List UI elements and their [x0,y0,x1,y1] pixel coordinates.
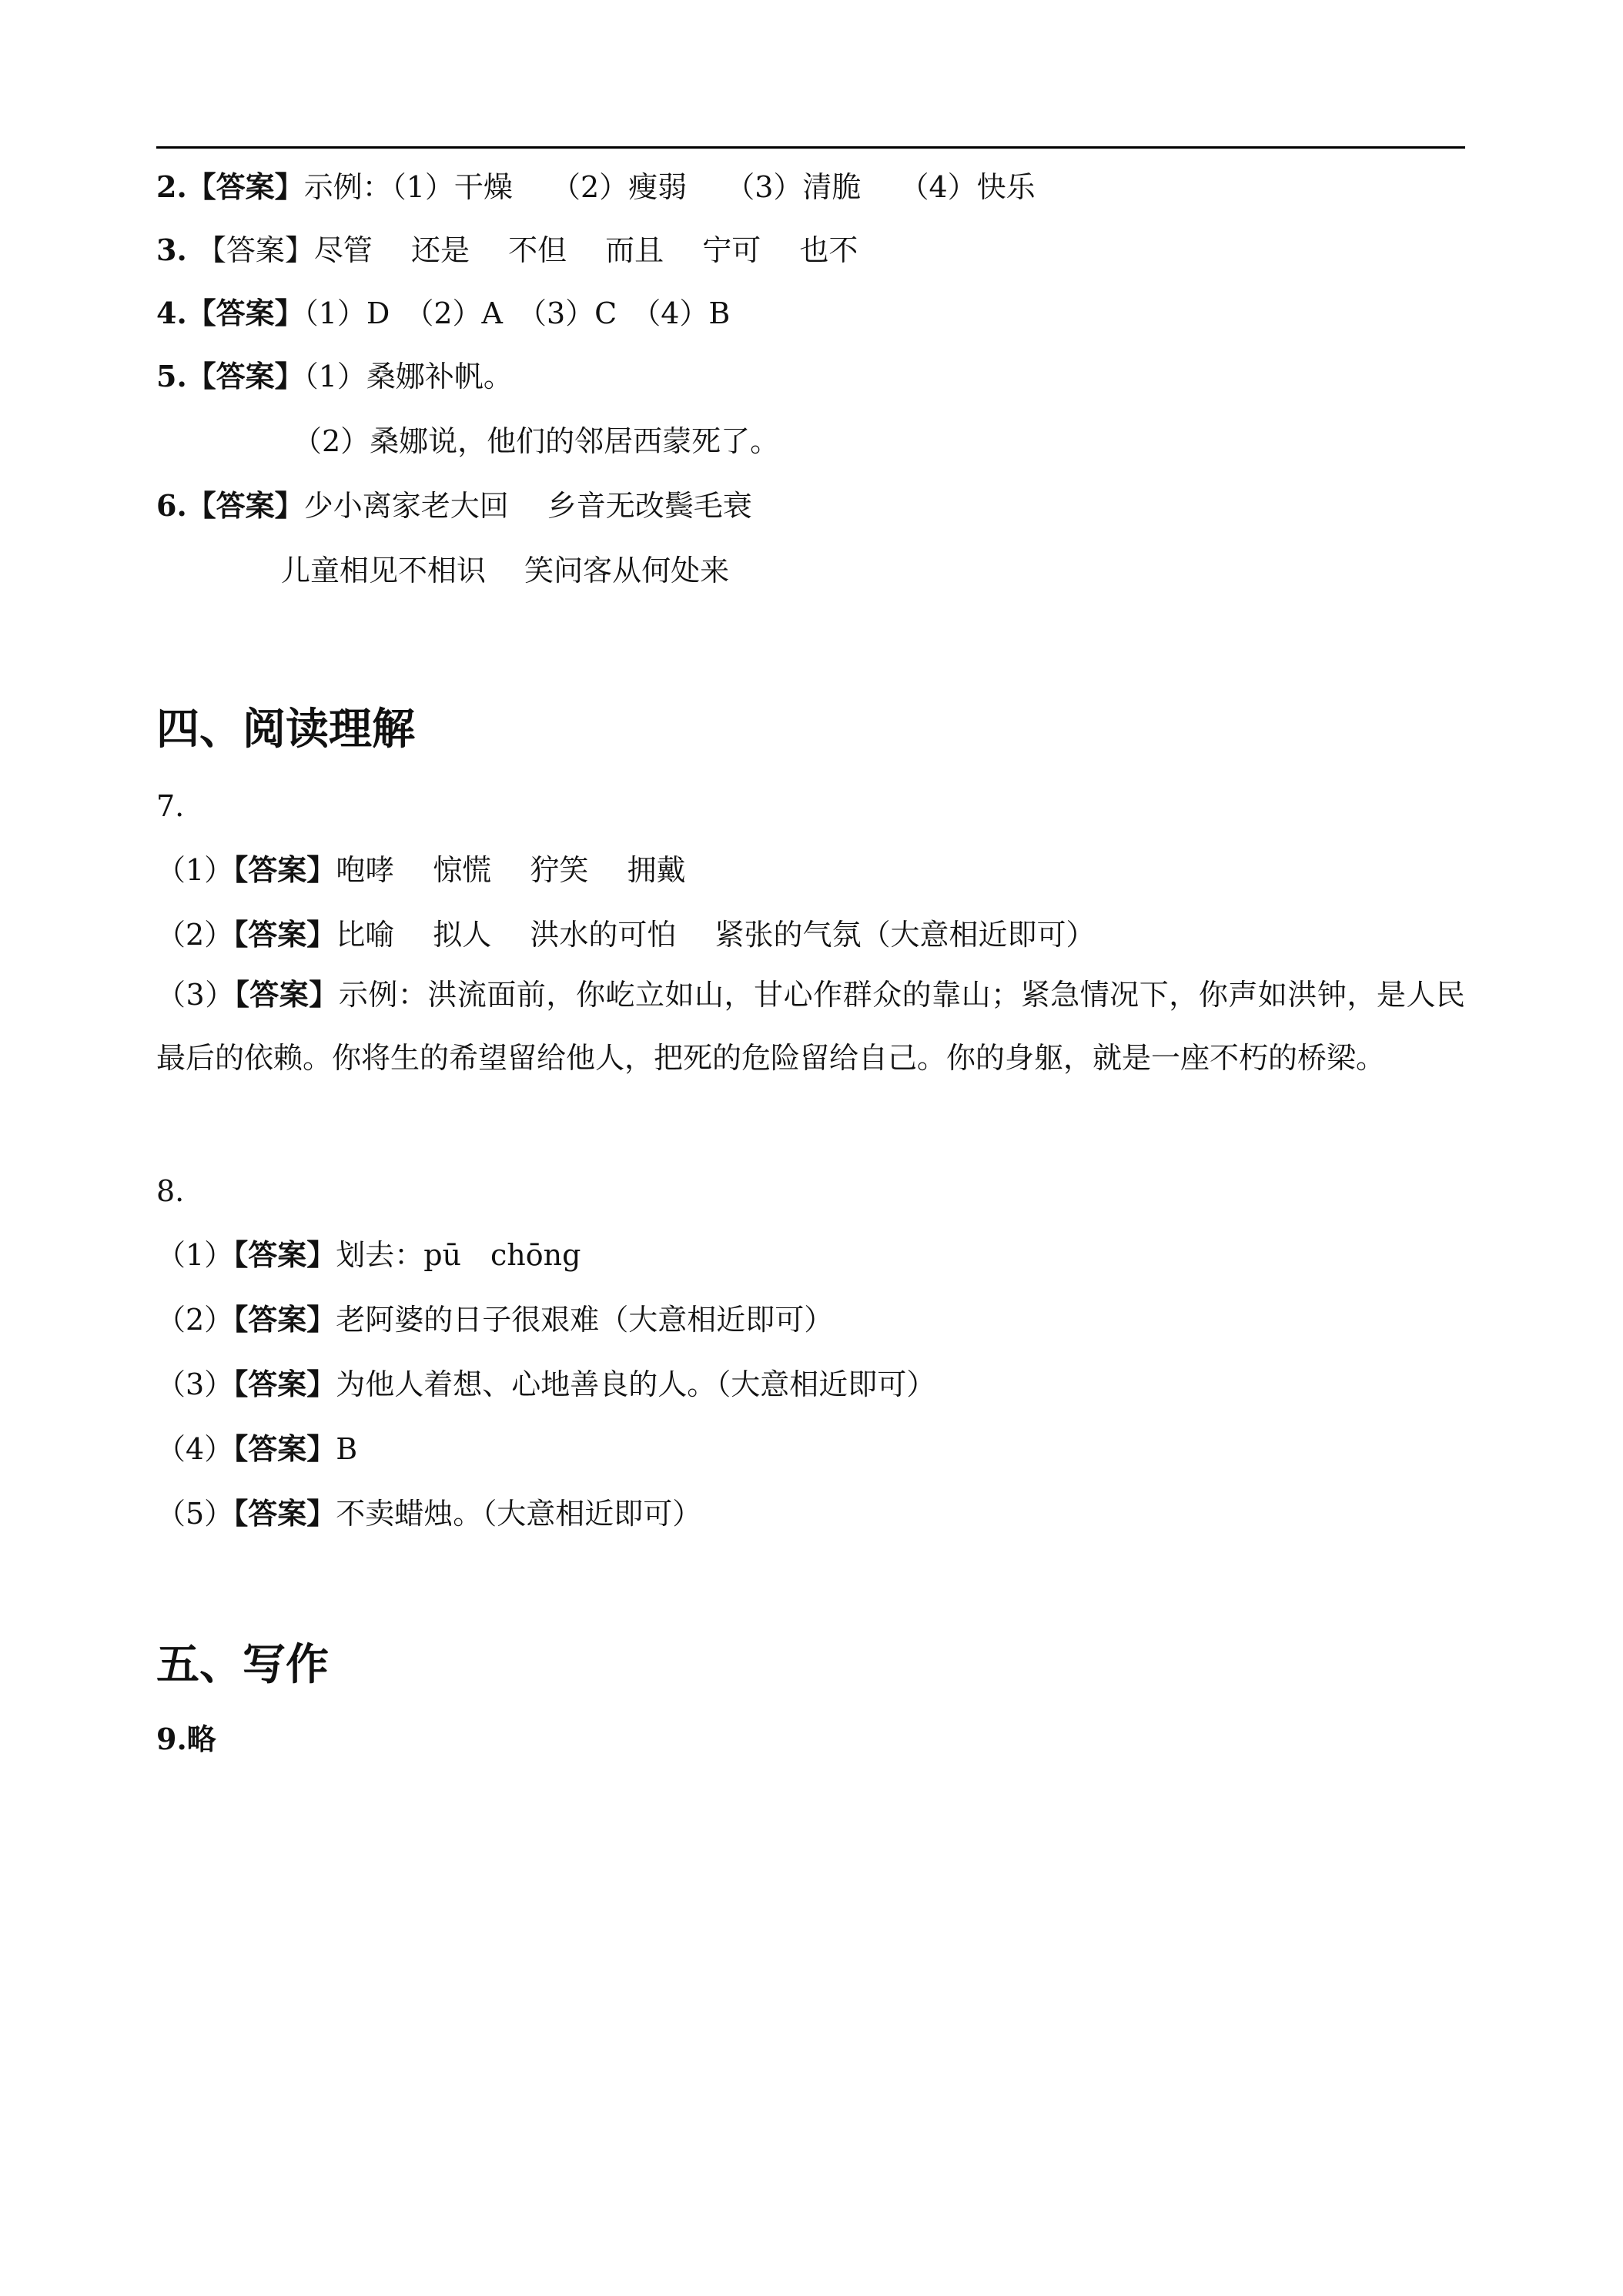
section-4-title: 四、阅读理解 [156,705,415,755]
answer-3: 3. 【答案】尽管 还是 不但 而且 宁可 也不 [156,233,858,267]
answer-9: 9.略 [156,1722,216,1756]
header-rule [156,146,1465,149]
q7-answer-2: （2）【答案】比喻 拟人 洪水的可怕 紧张的气氛（大意相近即可） [156,917,1096,952]
answer-4: 4.【答案】（1）D （2）A （3）C （4）B [156,296,731,330]
q7-answer-3: （3）【答案】示例：洪流面前，你屹立如山，甘心作群众的靠山；紧急情况下，你声如洪钟，是人民最后的依赖。你将生的希望留给他人，把死的危险留给自己。你的身躯，就是一座不朽的桥梁。 [156,977,1465,1075]
answer-6-line-2: 儿童相见不相识 笑问客从何处来 [281,554,730,587]
q8-answer-3: （3）【答案】为他人着想、心地善良的人。（大意相近即可） [156,1367,936,1401]
section-5-title: 五、写作 [156,1640,329,1690]
q8-answer-1: （1）【答案】划去：pū chōng [156,1237,581,1272]
answer-6: 6.【答案】少小离家老大回 乡音无改鬓毛衰 [156,488,752,523]
q8-answer-5: （5）【答案】不卖蜡烛。（大意相近即可） [156,1496,702,1531]
answer-5: 5.【答案】（1）桑娜补帆。 [156,359,513,393]
q7-answer-1: （1）【答案】咆哮 惊慌 狞笑 拥戴 [156,852,686,887]
answer-2: 2.【答案】示例：（1）干燥 （2）瘦弱 （3）清脆 （4）快乐 [156,169,1036,204]
question-8-number: 8. [156,1174,185,1208]
question-7-number: 7. [156,789,185,823]
answer-5-part-2: （2）桑娜说，他们的邻居西蒙死了。 [293,424,780,458]
q8-answer-2: （2）【答案】老阿婆的日子很艰难（大意相近即可） [156,1302,834,1337]
q8-answer-4: （4）【答案】B [156,1431,358,1466]
